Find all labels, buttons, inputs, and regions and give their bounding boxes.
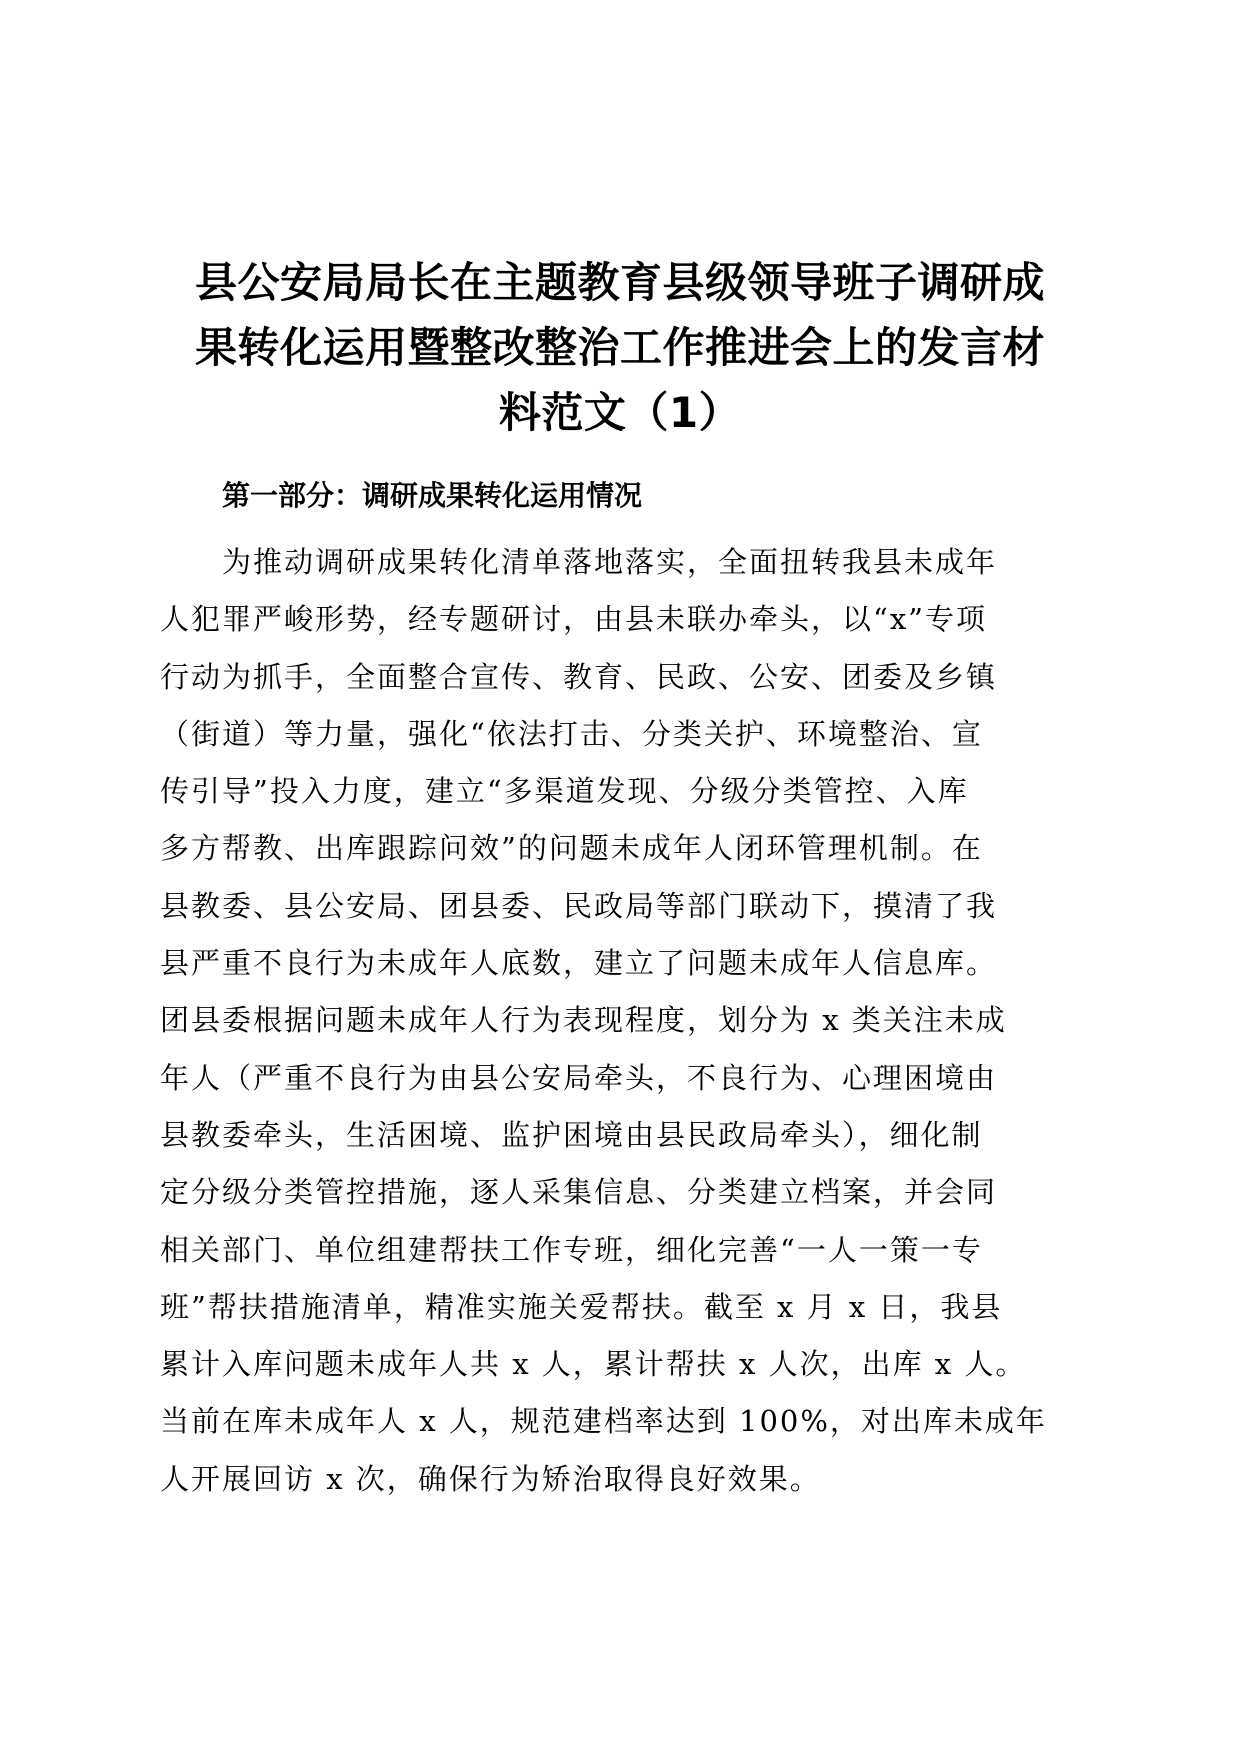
body-line: 班”帮扶措施清单，精准实施关爱帮扶。截至 x 月 x 日，我县 [160, 1289, 1003, 1324]
body-line: 行动为抓手，全面整合宣传、教育、民政、公安、团委及乡镇 [160, 659, 998, 694]
body-line: 团县委根据问题未成年人行为表现程度，划分为 x 类关注未成 [160, 1003, 1007, 1038]
body-line: 定分级分类管控措施，逐人采集信息、分类建立档案，并会同 [160, 1175, 998, 1210]
body-line: 累计入库问题未成年人共 x 人，累计帮扶 x 人次，出库 x 人。 [160, 1347, 1027, 1382]
document-title [150, 250, 1090, 445]
body-line: 为推动调研成果转化清单落地落实，全面扭转我县未成年 [160, 545, 998, 579]
title-line: 料范文（1） [498, 388, 742, 437]
body-line: 多方帮教、出库跟踪问效”的问题未成年人闭环管理机制。在 [160, 831, 983, 866]
title-line: 果转化运用暨整改整治工作推进会上的发言材 [194, 323, 1045, 372]
body-line: 人犯罪严峻形势，经专题研讨，由县未联办牵头，以“x”专项 [160, 602, 988, 637]
title-line: 县公安局局长在主题教育县级领导班子调研成 [194, 258, 1045, 307]
body-line: 县严重不良行为未成年人底数，建立了问题未成年人信息库。 [160, 946, 998, 981]
body-line: （街道）等力量，强化“依法打击、分类关护、环境整治、宣 [160, 716, 983, 751]
body-line: 当前在库未成年人 x 人，规范建档率达到 100%，对出库未成年 [160, 1404, 1047, 1439]
body-line: 县教委牵头，生活困境、监护困境由县民政局牵头），细化制 [160, 1117, 983, 1152]
body-line: 年人（严重不良行为由县公安局牵头，不良行为、心理困境由 [160, 1060, 998, 1095]
body-line: 人开展回访 x 次，确保行为矫治取得良好效果。 [160, 1461, 821, 1496]
body-paragraph [160, 534, 1080, 1508]
body-line: 传引导”投入力度，建立“多渠道发现、分级分类管控、入库 [160, 774, 969, 809]
body-line: 县教委、县公安局、团县委、民政局等部门联动下，摸清了我 [160, 888, 998, 923]
section-heading: 第一部分：调研成果转化运用情况 [222, 479, 643, 512]
body-line: 相关部门、单位组建帮扶工作专班，细化完善“一人一策一专 [160, 1232, 983, 1267]
